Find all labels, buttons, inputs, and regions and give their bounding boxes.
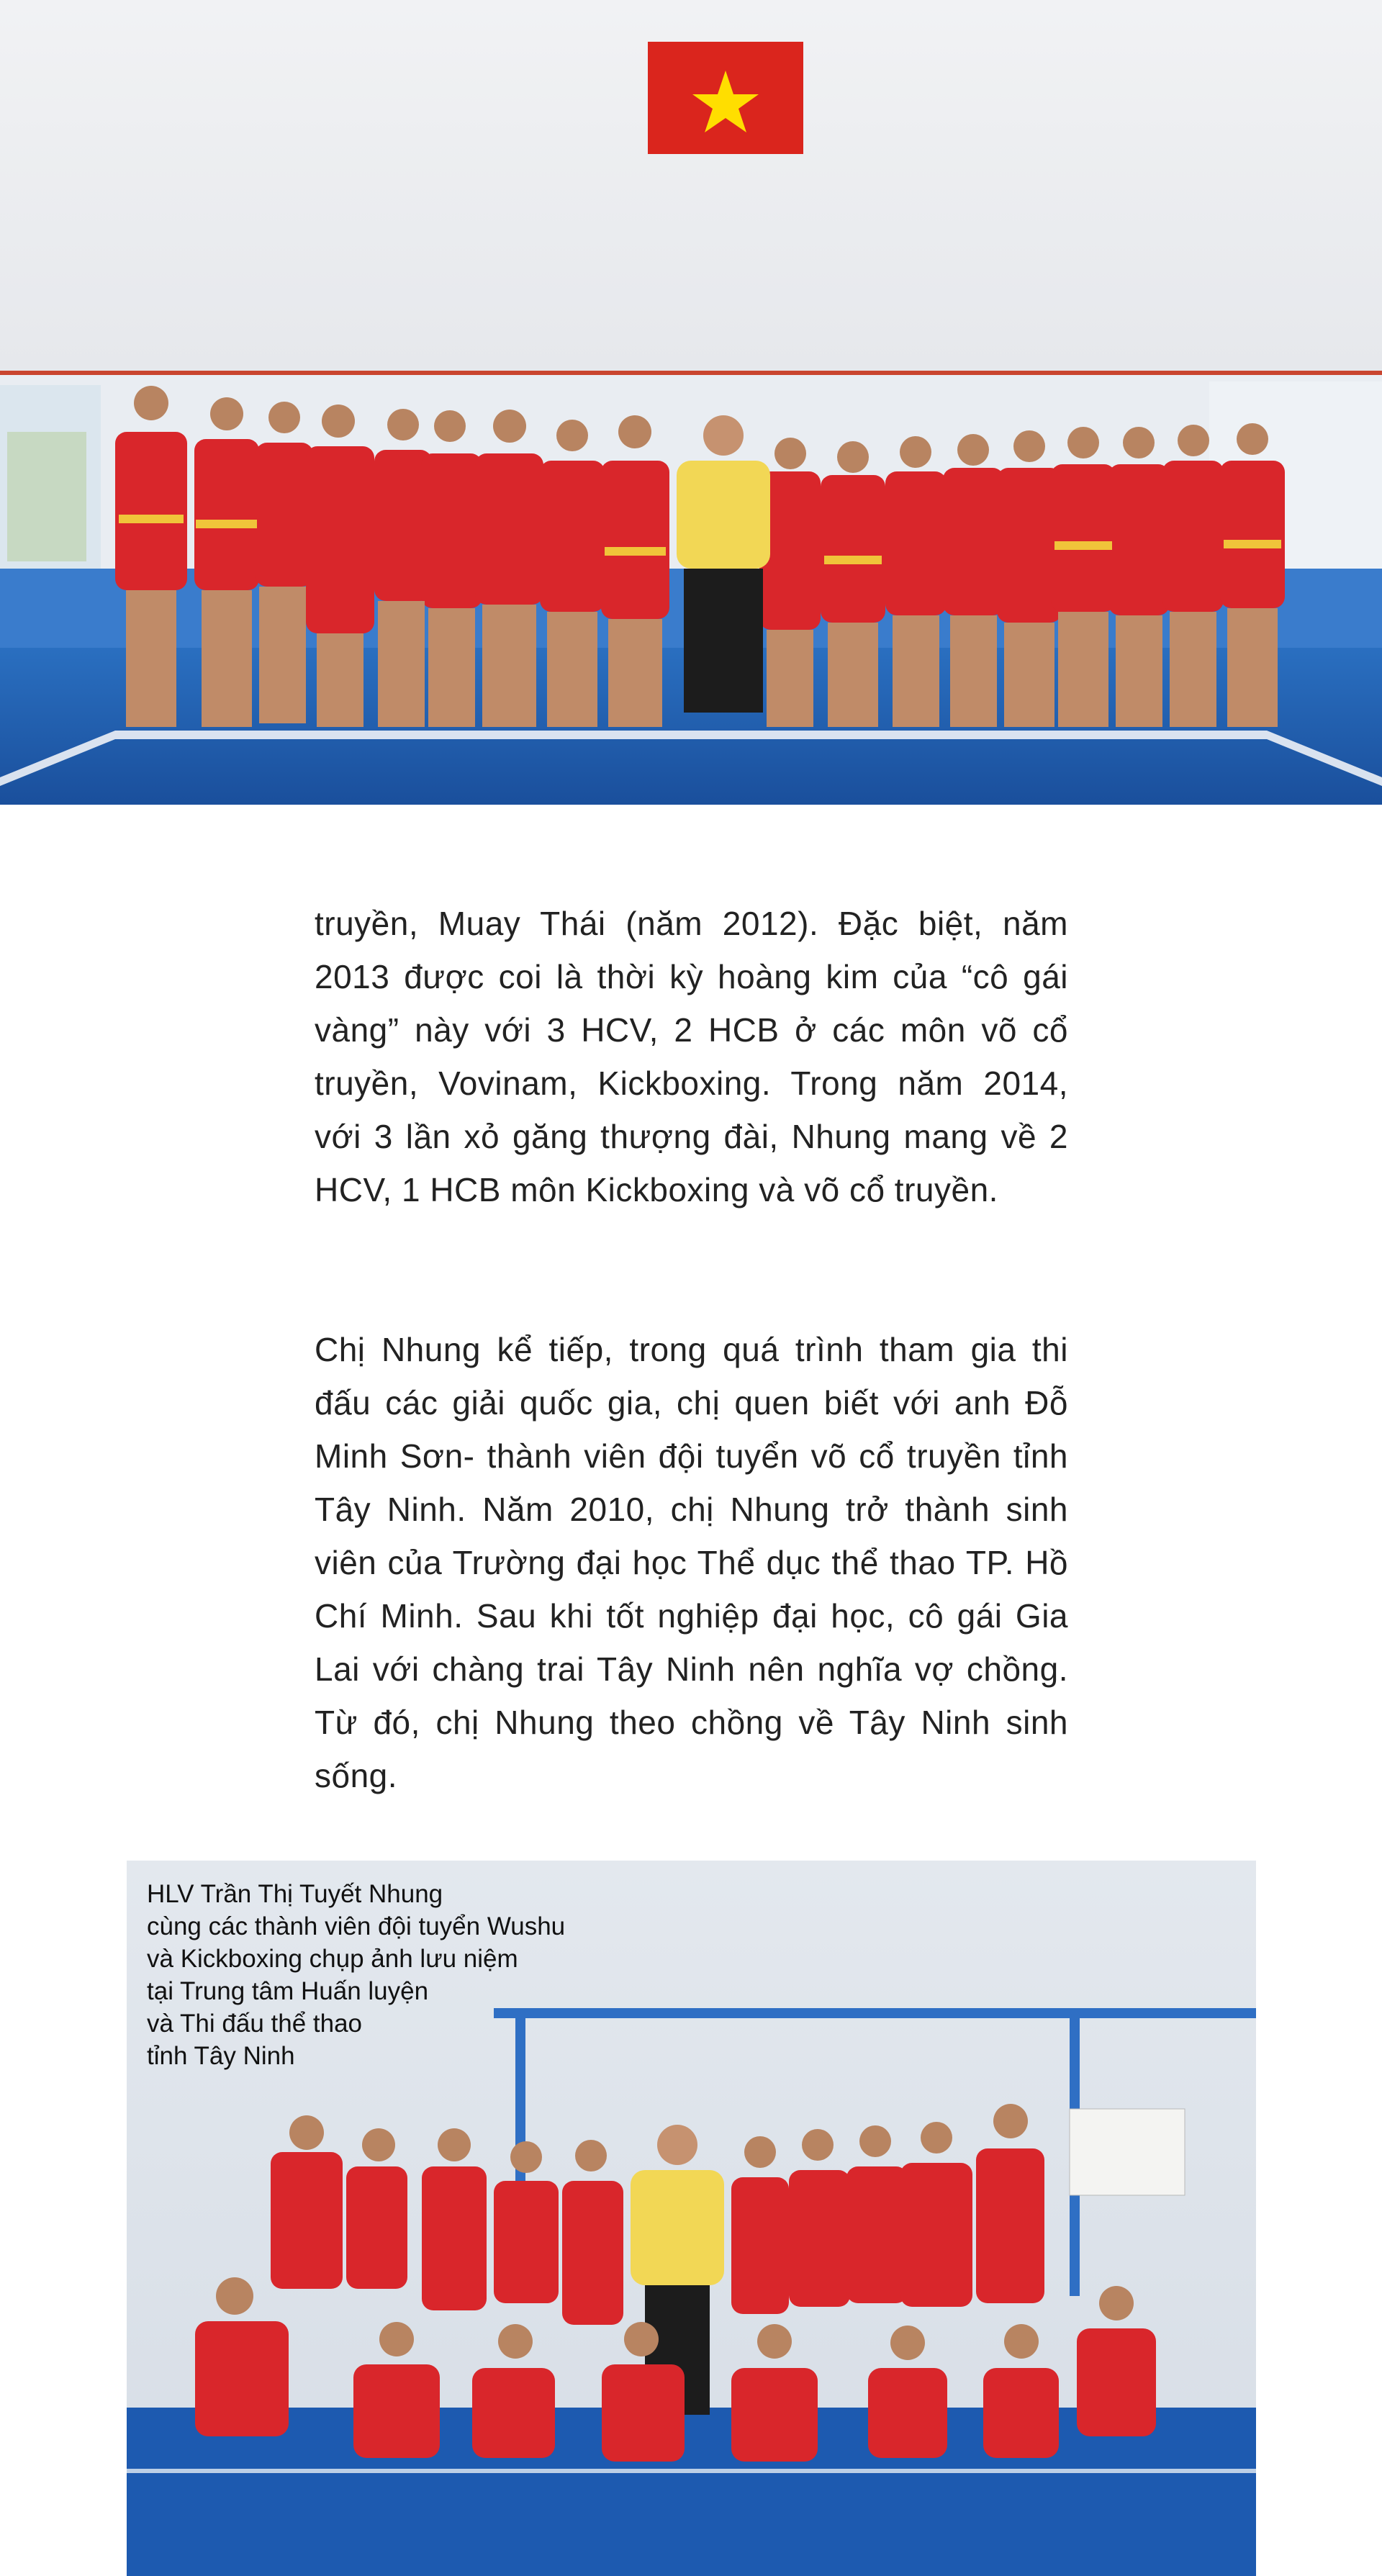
- team-photo-top-image: [0, 0, 1382, 805]
- photo-caption: [147, 1878, 694, 2072]
- vietnam-flag: [648, 42, 803, 154]
- team-photo-bottom: [127, 1861, 1256, 2576]
- photo-caption-line: và Thi đấu thể thao: [147, 2010, 363, 2038]
- article-paragraph-1: truyền, Muay Thái (năm 2012). Đặc biệt, năm 2013 được coi là thời kỳ hoàng kim của “cô gái vàng” này với 3 HCV, 2 HCB ở các môn võ cổ truyền, Vovinam, Kickboxing. Trong năm 2014, với 3 lần xỏ găng thượng đài, Nhung mang về 2 HCV, 1 HCB môn Kickboxing và võ cổ truyền.: [315, 905, 1068, 1208]
- article-paragraph-2: Chị Nhung kể tiếp, trong quá trình tham gia thi đấu các giải quốc gia, chị quen biết với anh Đỗ Minh Sơn- thành viên đội tuyển võ cổ truyền tỉnh Tây Ninh. Năm 2010, chị Nhung trở thành sinh viên của Trường đại học Thể dục thể thao TP. Hồ Chí Minh. Sau khi tốt nghiệp đại học, cô gái Gia Lai với chàng trai Tây Ninh nên nghĩa vợ chồng. Từ đó, chị Nhung theo chồng về Tây Ninh sinh sống.: [315, 1331, 1068, 1794]
- photo-caption-line: tỉnh Tây Ninh: [147, 2042, 295, 2070]
- team-photo-top: [0, 0, 1382, 805]
- photo-caption-line: tại Trung tâm Huấn luyện: [147, 1977, 429, 2005]
- photo-caption-line: cùng các thành viên đội tuyển Wushu: [147, 1912, 566, 1940]
- photo-caption-line: và Kickboxing chụp ảnh lưu niệm: [147, 1945, 518, 1973]
- photo-caption-line: HLV Trần Thị Tuyết Nhung: [147, 1880, 443, 1908]
